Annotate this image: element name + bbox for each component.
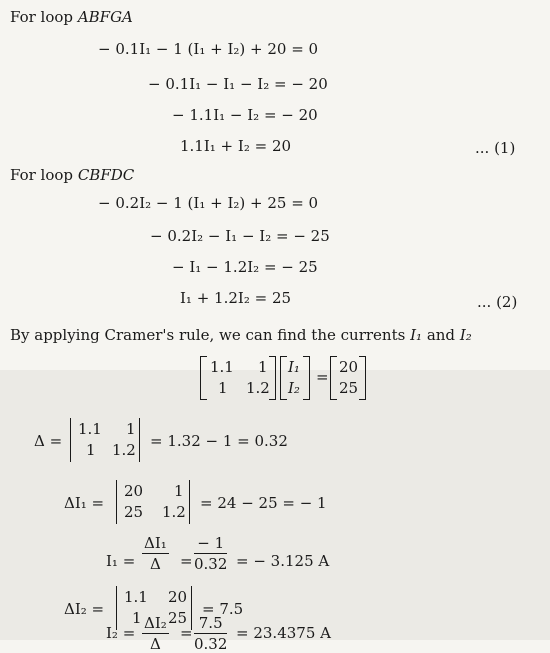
vector-cell: I₁	[288, 358, 300, 376]
vector-cell: I₂	[288, 379, 300, 397]
loop2-heading	[10, 166, 134, 184]
equation-number-1: ... (1)	[475, 139, 516, 157]
i1-lhs: I₁ =	[106, 552, 136, 570]
matrix-cell: 1.2	[246, 379, 270, 397]
i1-rhs: = − 3.125 A	[236, 552, 330, 570]
matrix-cell: 1.1	[210, 358, 234, 376]
var-i2: I₂	[459, 326, 472, 344]
matrix-cell: 1	[218, 379, 228, 397]
delta-lhs: Δ =	[34, 432, 63, 450]
delta-i1-rhs: = 24 − 25 = − 1	[200, 494, 327, 512]
det-cell: 1.1	[124, 588, 148, 606]
loop1-equation-1: − 0.1I₁ − 1 (I₁ + I₂) + 20 = 0	[98, 40, 319, 58]
det-cell: 1.2	[112, 441, 136, 459]
fraction-numerator: ΔI₂	[144, 614, 167, 632]
det-cell: 1	[86, 441, 96, 459]
cramer-text: By applying Cramer's rule, we can find the currents	[10, 326, 406, 344]
delta-determinant	[68, 418, 142, 462]
loop1-equation-2: − 0.1I₁ − I₁ − I₂ = − 20	[148, 75, 328, 93]
loop1-heading	[10, 8, 133, 26]
loop2-equation-3: − I₁ − 1.2I₂ = − 25	[172, 258, 318, 276]
i2-rhs: = 23.4375 A	[236, 624, 331, 642]
det-cell: 1.2	[162, 503, 186, 521]
det-cell: 25	[168, 609, 188, 627]
fraction-numerator: ΔI₁	[144, 534, 167, 552]
vector-cell: 25	[339, 379, 359, 397]
delta-rhs: = 1.32 − 1 = 0.32	[150, 432, 288, 450]
vector-cell: 20	[339, 358, 359, 376]
det-cell: 1	[126, 420, 136, 438]
var-i1: I₁	[410, 326, 423, 344]
i2-fraction-numeric	[194, 614, 227, 653]
loop2-equation-4: I₁ + 1.2I₂ = 25	[180, 289, 292, 307]
det-cell: 1.1	[78, 420, 102, 438]
i2-lhs: I₂ =	[106, 624, 136, 642]
det-cell: 20	[124, 482, 144, 500]
det-cell: 1	[174, 482, 184, 500]
loop-name: CBFDC	[77, 166, 135, 184]
heading-text: For loop	[10, 8, 74, 26]
fraction-numerator: 7.5	[194, 614, 227, 634]
cramer-sentence	[10, 326, 472, 344]
equation-number-2: ... (2)	[477, 293, 518, 311]
det-cell: 20	[168, 588, 188, 606]
delta-i1-determinant	[114, 480, 192, 524]
matrix-cell: 1	[258, 358, 268, 376]
i2-fraction-symbolic	[142, 614, 169, 653]
delta-i1-lhs: ΔI₁ =	[64, 494, 105, 512]
loop-name: ABFGA	[77, 8, 133, 26]
i1-fraction-numeric	[194, 534, 227, 573]
equals-sign: =	[316, 368, 329, 386]
loop1-equation-4: 1.1I₁ + I₂ = 20	[180, 137, 292, 155]
equals-sign: =	[180, 552, 193, 570]
delta-i2-rhs: = 7.5	[202, 600, 244, 618]
det-cell: 1	[132, 609, 142, 627]
i1-fraction-symbolic	[142, 534, 169, 573]
fraction-denominator: 0.32	[194, 555, 228, 573]
fraction-denominator: Δ	[149, 555, 161, 573]
constant-vector	[330, 356, 366, 400]
equals-sign: =	[180, 624, 193, 642]
fraction-denominator: 0.32	[194, 635, 228, 653]
fraction-numerator: − 1	[194, 534, 227, 554]
and-word: and	[426, 326, 456, 344]
det-cell: 25	[124, 503, 144, 521]
coefficient-matrix	[200, 356, 276, 400]
loop2-equation-2: − 0.2I₂ − I₁ − I₂ = − 25	[150, 227, 330, 245]
heading-text: For loop	[10, 166, 74, 184]
delta-i2-lhs: ΔI₂ =	[64, 600, 105, 618]
loop2-equation-1: − 0.2I₂ − 1 (I₁ + I₂) + 25 = 0	[98, 194, 319, 212]
loop1-equation-3: − 1.1I₁ − I₂ = − 20	[172, 106, 318, 124]
variable-vector	[280, 356, 310, 400]
fraction-denominator: Δ	[149, 635, 161, 653]
